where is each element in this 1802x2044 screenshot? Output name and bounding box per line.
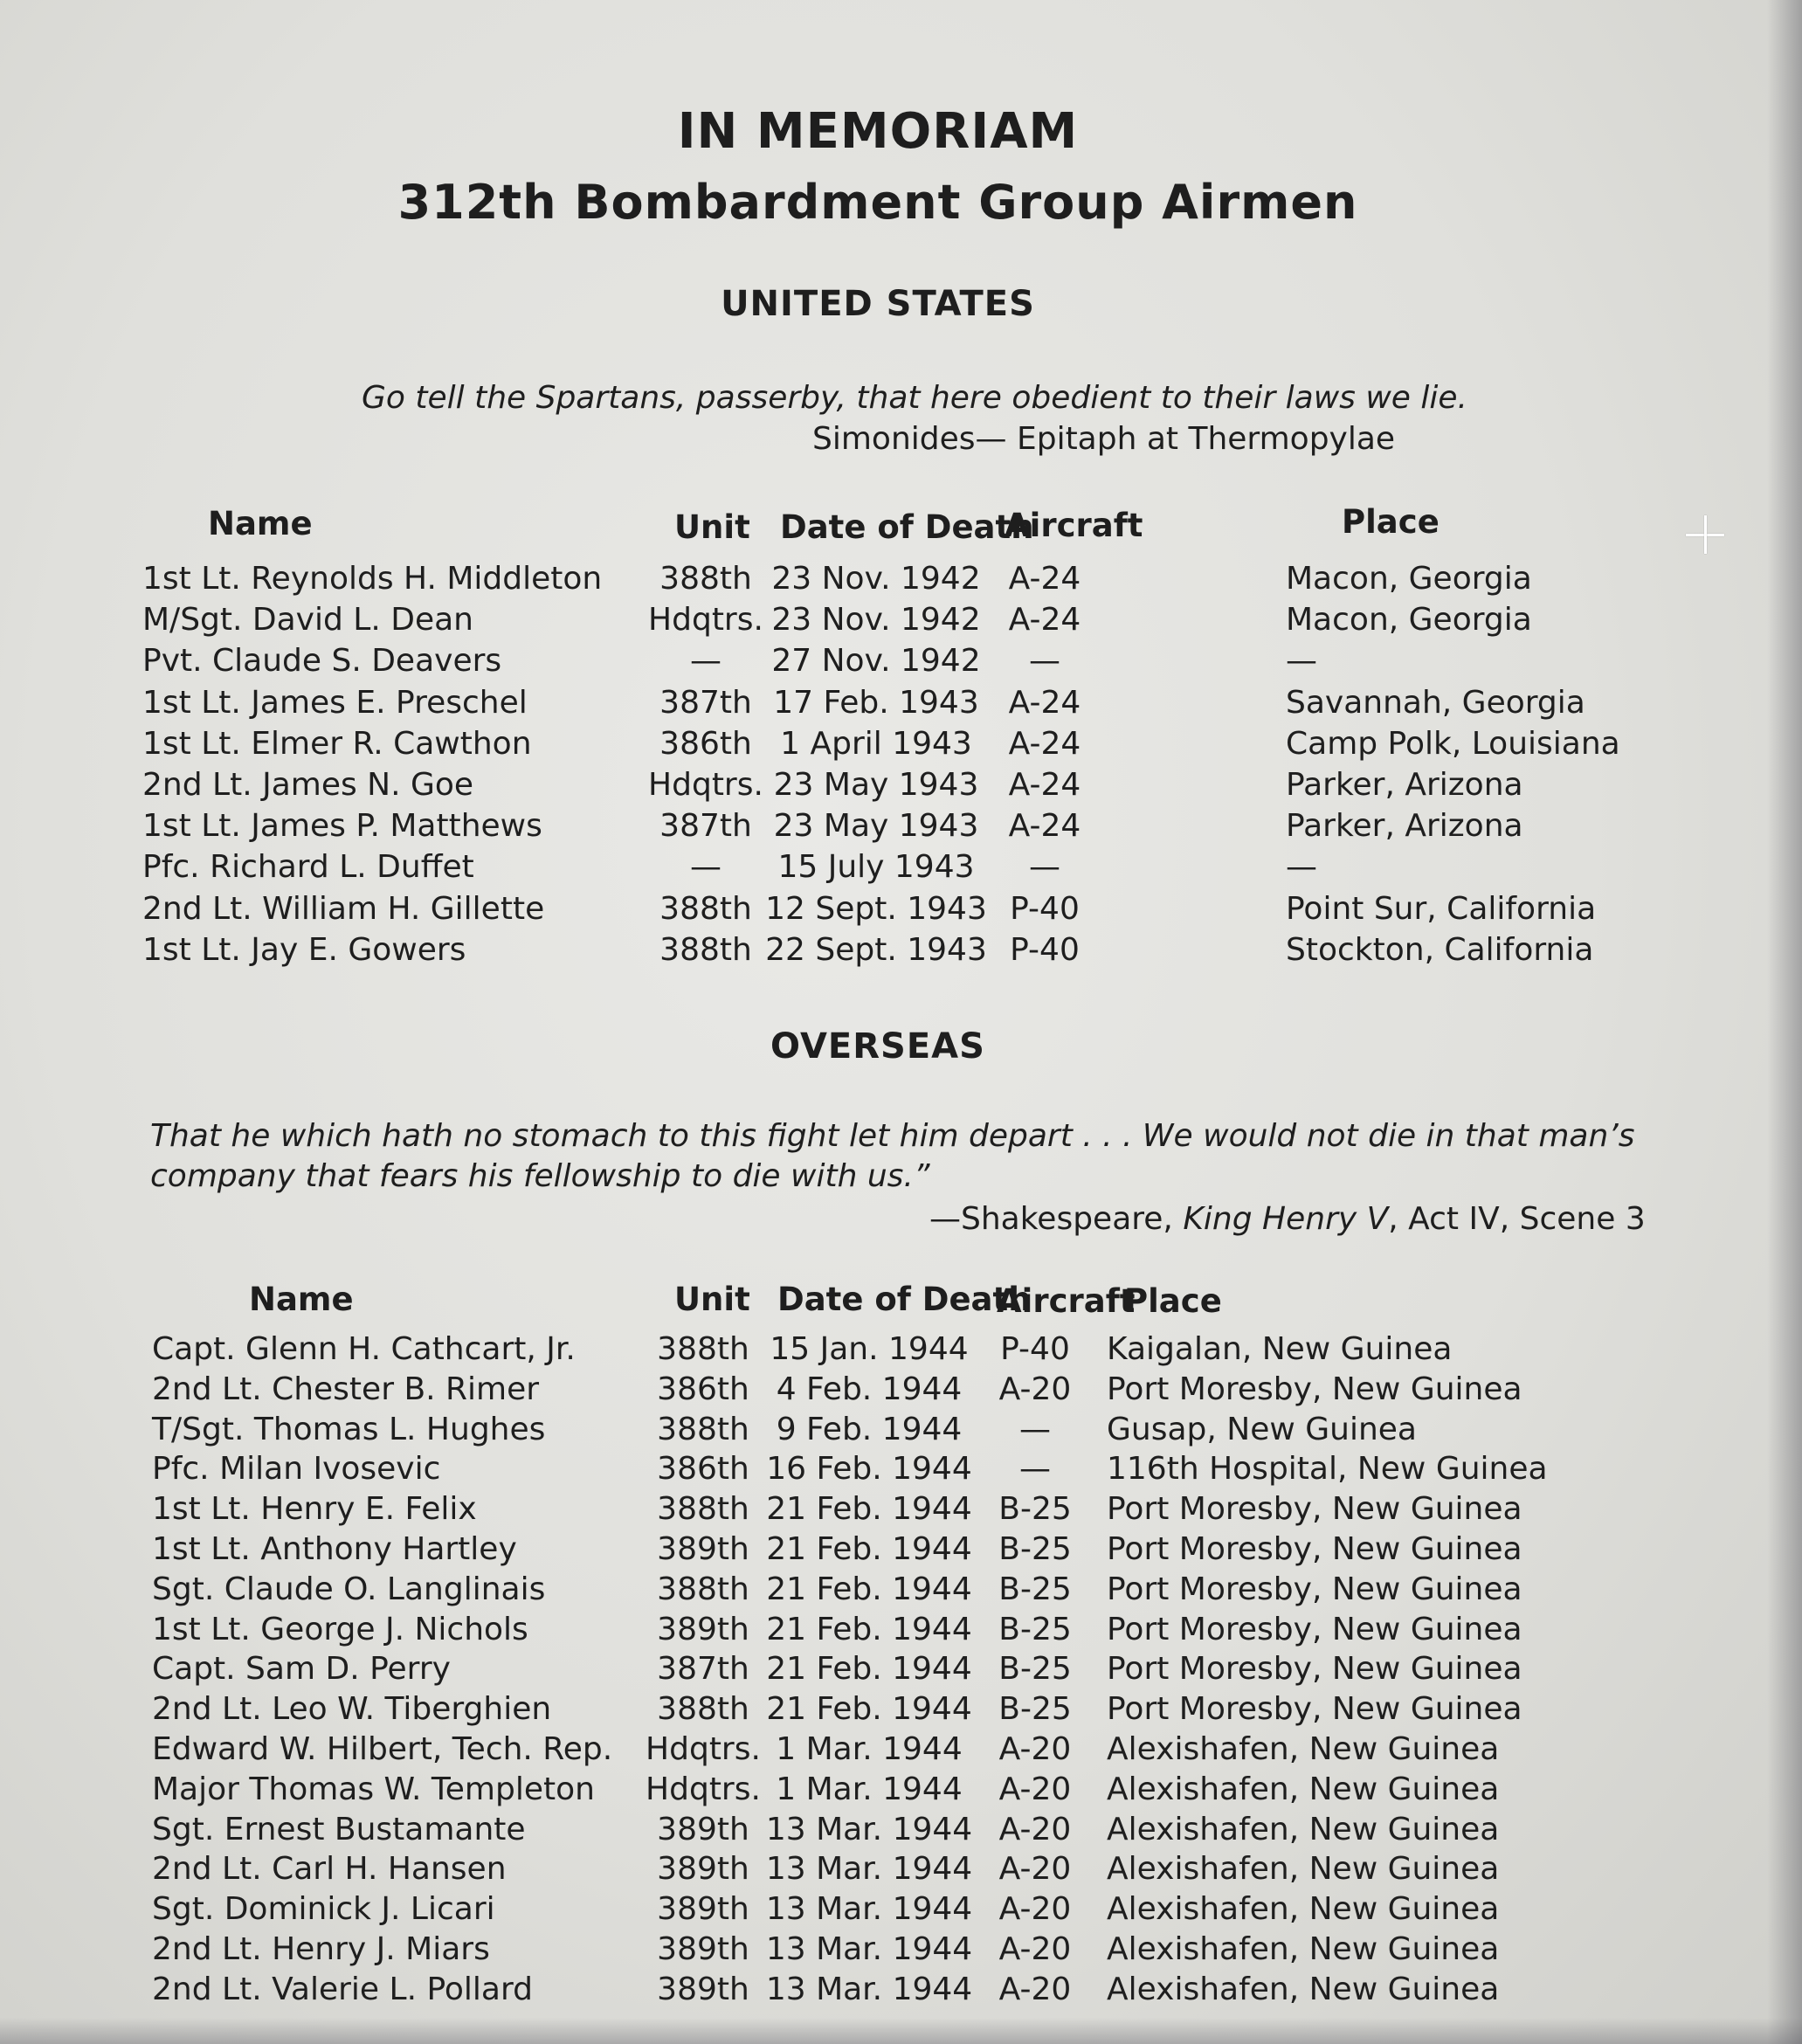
date-cell: 23 Nov. 1942 [771, 602, 981, 639]
unit-cell: 389th [657, 1851, 749, 1888]
name-cell: 1st Lt. James P. Matthews [142, 808, 542, 845]
place-cell: Parker, Arizona [1286, 808, 1523, 845]
date-cell: 1 Mar. 1944 [776, 1731, 963, 1767]
aircraft-cell: A-20 [998, 1851, 1072, 1888]
aircraft-cell: P-40 [1010, 890, 1080, 927]
section-heading-united-states: UNITED STATES [721, 284, 1035, 324]
attribution-prefix: —Shakespeare, [929, 1201, 1184, 1237]
date-cell: 12 Sept. 1943 [765, 890, 987, 927]
name-cell: 2nd Lt. Leo W. Tiberghien [152, 1691, 552, 1728]
aircraft-cell: B-25 [998, 1571, 1072, 1607]
aircraft-cell: A-24 [1008, 808, 1081, 845]
aircraft-cell: A-24 [1008, 725, 1081, 762]
aircraft-cell: A-24 [1008, 602, 1081, 639]
date-cell: 4 Feb. 1944 [776, 1371, 963, 1407]
us-col-date: Date of Death [780, 508, 1034, 546]
name-cell: 2nd Lt. Carl H. Hansen [152, 1851, 507, 1888]
unit-cell: 389th [657, 1811, 749, 1847]
date-cell: 9 Feb. 1944 [776, 1411, 963, 1447]
overseas-epigraph-line-2: company that fears his fellowship to die with us.” [150, 1158, 930, 1194]
name-cell: Pfc. Richard L. Duffet [142, 849, 474, 886]
date-cell: 15 July 1943 [777, 849, 975, 886]
place-cell: Port Moresby, New Guinea [1107, 1691, 1522, 1728]
aircraft-cell: P-40 [1010, 931, 1080, 968]
name-cell: Edward W. Hilbert, Tech. Rep. [152, 1731, 613, 1767]
place-cell: Alexishafen, New Guinea [1107, 1811, 1500, 1847]
place-cell: Alexishafen, New Guinea [1107, 1851, 1500, 1888]
date-cell: 1 Mar. 1944 [776, 1771, 963, 1807]
unit-cell: 389th [657, 1971, 749, 2007]
aircraft-cell: A-20 [998, 1891, 1072, 1928]
aircraft-cell: B-25 [998, 1491, 1072, 1528]
place-cell: 116th Hospital, New Guinea [1107, 1451, 1548, 1488]
place-cell: Port Moresby, New Guinea [1107, 1651, 1522, 1688]
place-cell: Parker, Arizona [1286, 767, 1523, 803]
aircraft-cell: — [1019, 1451, 1051, 1488]
date-cell: 13 Mar. 1944 [765, 1891, 973, 1928]
date-cell: 13 Mar. 1944 [765, 1851, 973, 1888]
place-cell: Alexishafen, New Guinea [1107, 1771, 1500, 1807]
unit-cell: 387th [659, 808, 752, 845]
unit-cell: 388th [657, 1691, 749, 1728]
place-cell: Macon, Georgia [1286, 561, 1532, 597]
overseas-col-place: Place [1124, 1282, 1222, 1320]
aircraft-cell: A-20 [998, 1811, 1072, 1847]
date-cell: 15 Jan. 1944 [770, 1331, 969, 1367]
aircraft-cell: — [1029, 643, 1060, 680]
page-bottom-shadow [0, 2018, 1802, 2044]
date-cell: 13 Mar. 1944 [765, 1971, 973, 2007]
name-cell: Pvt. Claude S. Deavers [142, 643, 502, 680]
unit-cell: 389th [657, 1931, 749, 1967]
overseas-col-name: Name [249, 1281, 354, 1318]
place-cell: Camp Polk, Louisiana [1286, 725, 1620, 762]
date-cell: 21 Feb. 1944 [766, 1531, 972, 1567]
aircraft-cell: B-25 [998, 1611, 1072, 1647]
place-cell: Macon, Georgia [1286, 602, 1532, 639]
place-cell: Stockton, California [1286, 931, 1594, 968]
unit-cell: Hdqtrs. [648, 602, 763, 639]
unit-cell: 389th [657, 1531, 749, 1567]
overseas-col-date: Date of Death [777, 1281, 1032, 1318]
unit-cell: 389th [657, 1611, 749, 1647]
date-cell: 16 Feb. 1944 [766, 1451, 972, 1488]
us-col-name: Name [208, 505, 313, 542]
unit-cell: Hdqtrs. [648, 767, 763, 803]
aircraft-cell: A-24 [1008, 767, 1081, 803]
aircraft-cell: — [1029, 849, 1060, 886]
place-cell: Alexishafen, New Guinea [1107, 1731, 1500, 1767]
unit-cell: — [690, 849, 721, 886]
unit-cell: 388th [659, 890, 752, 927]
aircraft-cell: A-20 [998, 1371, 1072, 1407]
name-cell: 2nd Lt. Valerie L. Pollard [152, 1971, 533, 2007]
unit-cell: Hdqtrs. [646, 1731, 761, 1767]
name-cell: Major Thomas W. Templeton [152, 1771, 595, 1807]
date-cell: 23 Nov. 1942 [771, 561, 981, 597]
place-cell: Port Moresby, New Guinea [1107, 1531, 1522, 1567]
unit-cell: — [690, 643, 721, 680]
name-cell: 1st Lt. Reynolds H. Middleton [142, 561, 603, 597]
attribution-work-title: King Henry V [1183, 1201, 1389, 1237]
name-cell: 2nd Lt. James N. Goe [142, 767, 474, 803]
us-epigraph: Go tell the Spartans, passerby, that here obedient to their laws we lie. [362, 380, 1467, 416]
us-col-unit: Unit [674, 508, 750, 546]
name-cell: 1st Lt. Jay E. Gowers [142, 931, 466, 968]
name-cell: Sgt. Dominick J. Licari [152, 1891, 495, 1928]
name-cell: Sgt. Claude O. Langlinais [152, 1571, 546, 1607]
name-cell: Sgt. Ernest Bustamante [152, 1811, 526, 1847]
place-cell: Point Sur, California [1286, 890, 1597, 927]
unit-cell: 389th [657, 1891, 749, 1928]
name-cell: M/Sgt. David L. Dean [142, 602, 473, 639]
unit-cell: Hdqtrs. [646, 1771, 761, 1807]
us-epigraph-attribution: Simonides— Epitaph at Thermopylae [812, 421, 1396, 457]
name-cell: 2nd Lt. Chester B. Rimer [152, 1371, 540, 1407]
place-cell: Port Moresby, New Guinea [1107, 1611, 1522, 1647]
place-cell: Kaigalan, New Guinea [1107, 1331, 1453, 1367]
unit-cell: 386th [659, 725, 752, 762]
aircraft-cell: B-25 [998, 1651, 1072, 1688]
aircraft-cell: A-20 [998, 1971, 1072, 2007]
name-cell: Capt. Glenn H. Cathcart, Jr. [152, 1331, 576, 1367]
overseas-col-unit: Unit [674, 1281, 750, 1318]
name-cell: 2nd Lt. Henry J. Miars [152, 1931, 490, 1967]
name-cell: Pfc. Milan Ivosevic [152, 1451, 441, 1488]
unit-cell: 388th [657, 1571, 749, 1607]
aircraft-cell: — [1019, 1411, 1051, 1447]
unit-cell: 388th [657, 1491, 749, 1528]
overseas-col-aircraft: Aircraft [997, 1282, 1136, 1320]
unit-cell: 387th [657, 1651, 749, 1688]
name-cell: 1st Lt. Anthony Hartley [152, 1531, 517, 1567]
name-cell: 2nd Lt. William H. Gillette [142, 890, 545, 927]
place-cell: Port Moresby, New Guinea [1107, 1491, 1522, 1528]
place-cell: Alexishafen, New Guinea [1107, 1971, 1500, 2007]
place-cell: Gusap, New Guinea [1107, 1411, 1417, 1447]
unit-cell: 388th [659, 931, 752, 968]
attribution-suffix: , Act IV, Scene 3 [1388, 1201, 1646, 1237]
aircraft-cell: A-20 [998, 1931, 1072, 1967]
aircraft-cell: A-20 [998, 1731, 1072, 1767]
aircraft-cell: B-25 [998, 1531, 1072, 1567]
cursor-crosshair-icon [1686, 515, 1724, 554]
date-cell: 21 Feb. 1944 [766, 1571, 972, 1607]
date-cell: 22 Sept. 1943 [765, 931, 987, 968]
name-cell: 1st Lt. James E. Preschel [142, 684, 528, 721]
place-cell: Savannah, Georgia [1286, 684, 1585, 721]
name-cell: 1st Lt. George J. Nichols [152, 1611, 528, 1647]
date-cell: 17 Feb. 1943 [773, 684, 979, 721]
place-cell: Alexishafen, New Guinea [1107, 1891, 1500, 1928]
us-col-aircraft: Aircraft [1005, 507, 1143, 544]
page-subtitle: 312th Bombardment Group Airmen [397, 175, 1358, 230]
page-edge-shadow [1767, 0, 1802, 2044]
date-cell: 23 May 1943 [773, 767, 979, 803]
overseas-epigraph-line-1: That he which hath no stomach to this fight let him depart . . . We would not die in that man’s [150, 1118, 1635, 1154]
date-cell: 21 Feb. 1944 [766, 1651, 972, 1688]
page-title: IN MEMORIAM [677, 103, 1079, 160]
place-cell: — [1286, 849, 1317, 886]
aircraft-cell: A-24 [1008, 684, 1081, 721]
section-heading-overseas: OVERSEAS [770, 1026, 985, 1067]
date-cell: 1 April 1943 [780, 725, 972, 762]
unit-cell: 386th [657, 1451, 749, 1488]
unit-cell: 388th [657, 1411, 749, 1447]
date-cell: 27 Nov. 1942 [771, 643, 981, 680]
name-cell: T/Sgt. Thomas L. Hughes [152, 1411, 546, 1447]
date-cell: 13 Mar. 1944 [765, 1931, 973, 1967]
place-cell: Port Moresby, New Guinea [1107, 1371, 1522, 1407]
unit-cell: 387th [659, 684, 752, 721]
name-cell: Capt. Sam D. Perry [152, 1651, 451, 1688]
overseas-epigraph-attribution [929, 1201, 1646, 1237]
date-cell: 13 Mar. 1944 [765, 1811, 973, 1847]
unit-cell: 388th [657, 1331, 749, 1367]
us-col-place: Place [1342, 503, 1440, 541]
unit-cell: 388th [659, 561, 752, 597]
date-cell: 23 May 1943 [773, 808, 979, 845]
date-cell: 21 Feb. 1944 [766, 1491, 972, 1528]
aircraft-cell: A-24 [1008, 561, 1081, 597]
place-cell: Alexishafen, New Guinea [1107, 1931, 1500, 1967]
place-cell: Port Moresby, New Guinea [1107, 1571, 1522, 1607]
unit-cell: 386th [657, 1371, 749, 1407]
aircraft-cell: A-20 [998, 1771, 1072, 1807]
name-cell: 1st Lt. Elmer R. Cawthon [142, 725, 532, 762]
place-cell: — [1286, 643, 1317, 680]
aircraft-cell: P-40 [1000, 1331, 1070, 1367]
name-cell: 1st Lt. Henry E. Felix [152, 1491, 477, 1528]
date-cell: 21 Feb. 1944 [766, 1691, 972, 1728]
date-cell: 21 Feb. 1944 [766, 1611, 972, 1647]
aircraft-cell: B-25 [998, 1691, 1072, 1728]
